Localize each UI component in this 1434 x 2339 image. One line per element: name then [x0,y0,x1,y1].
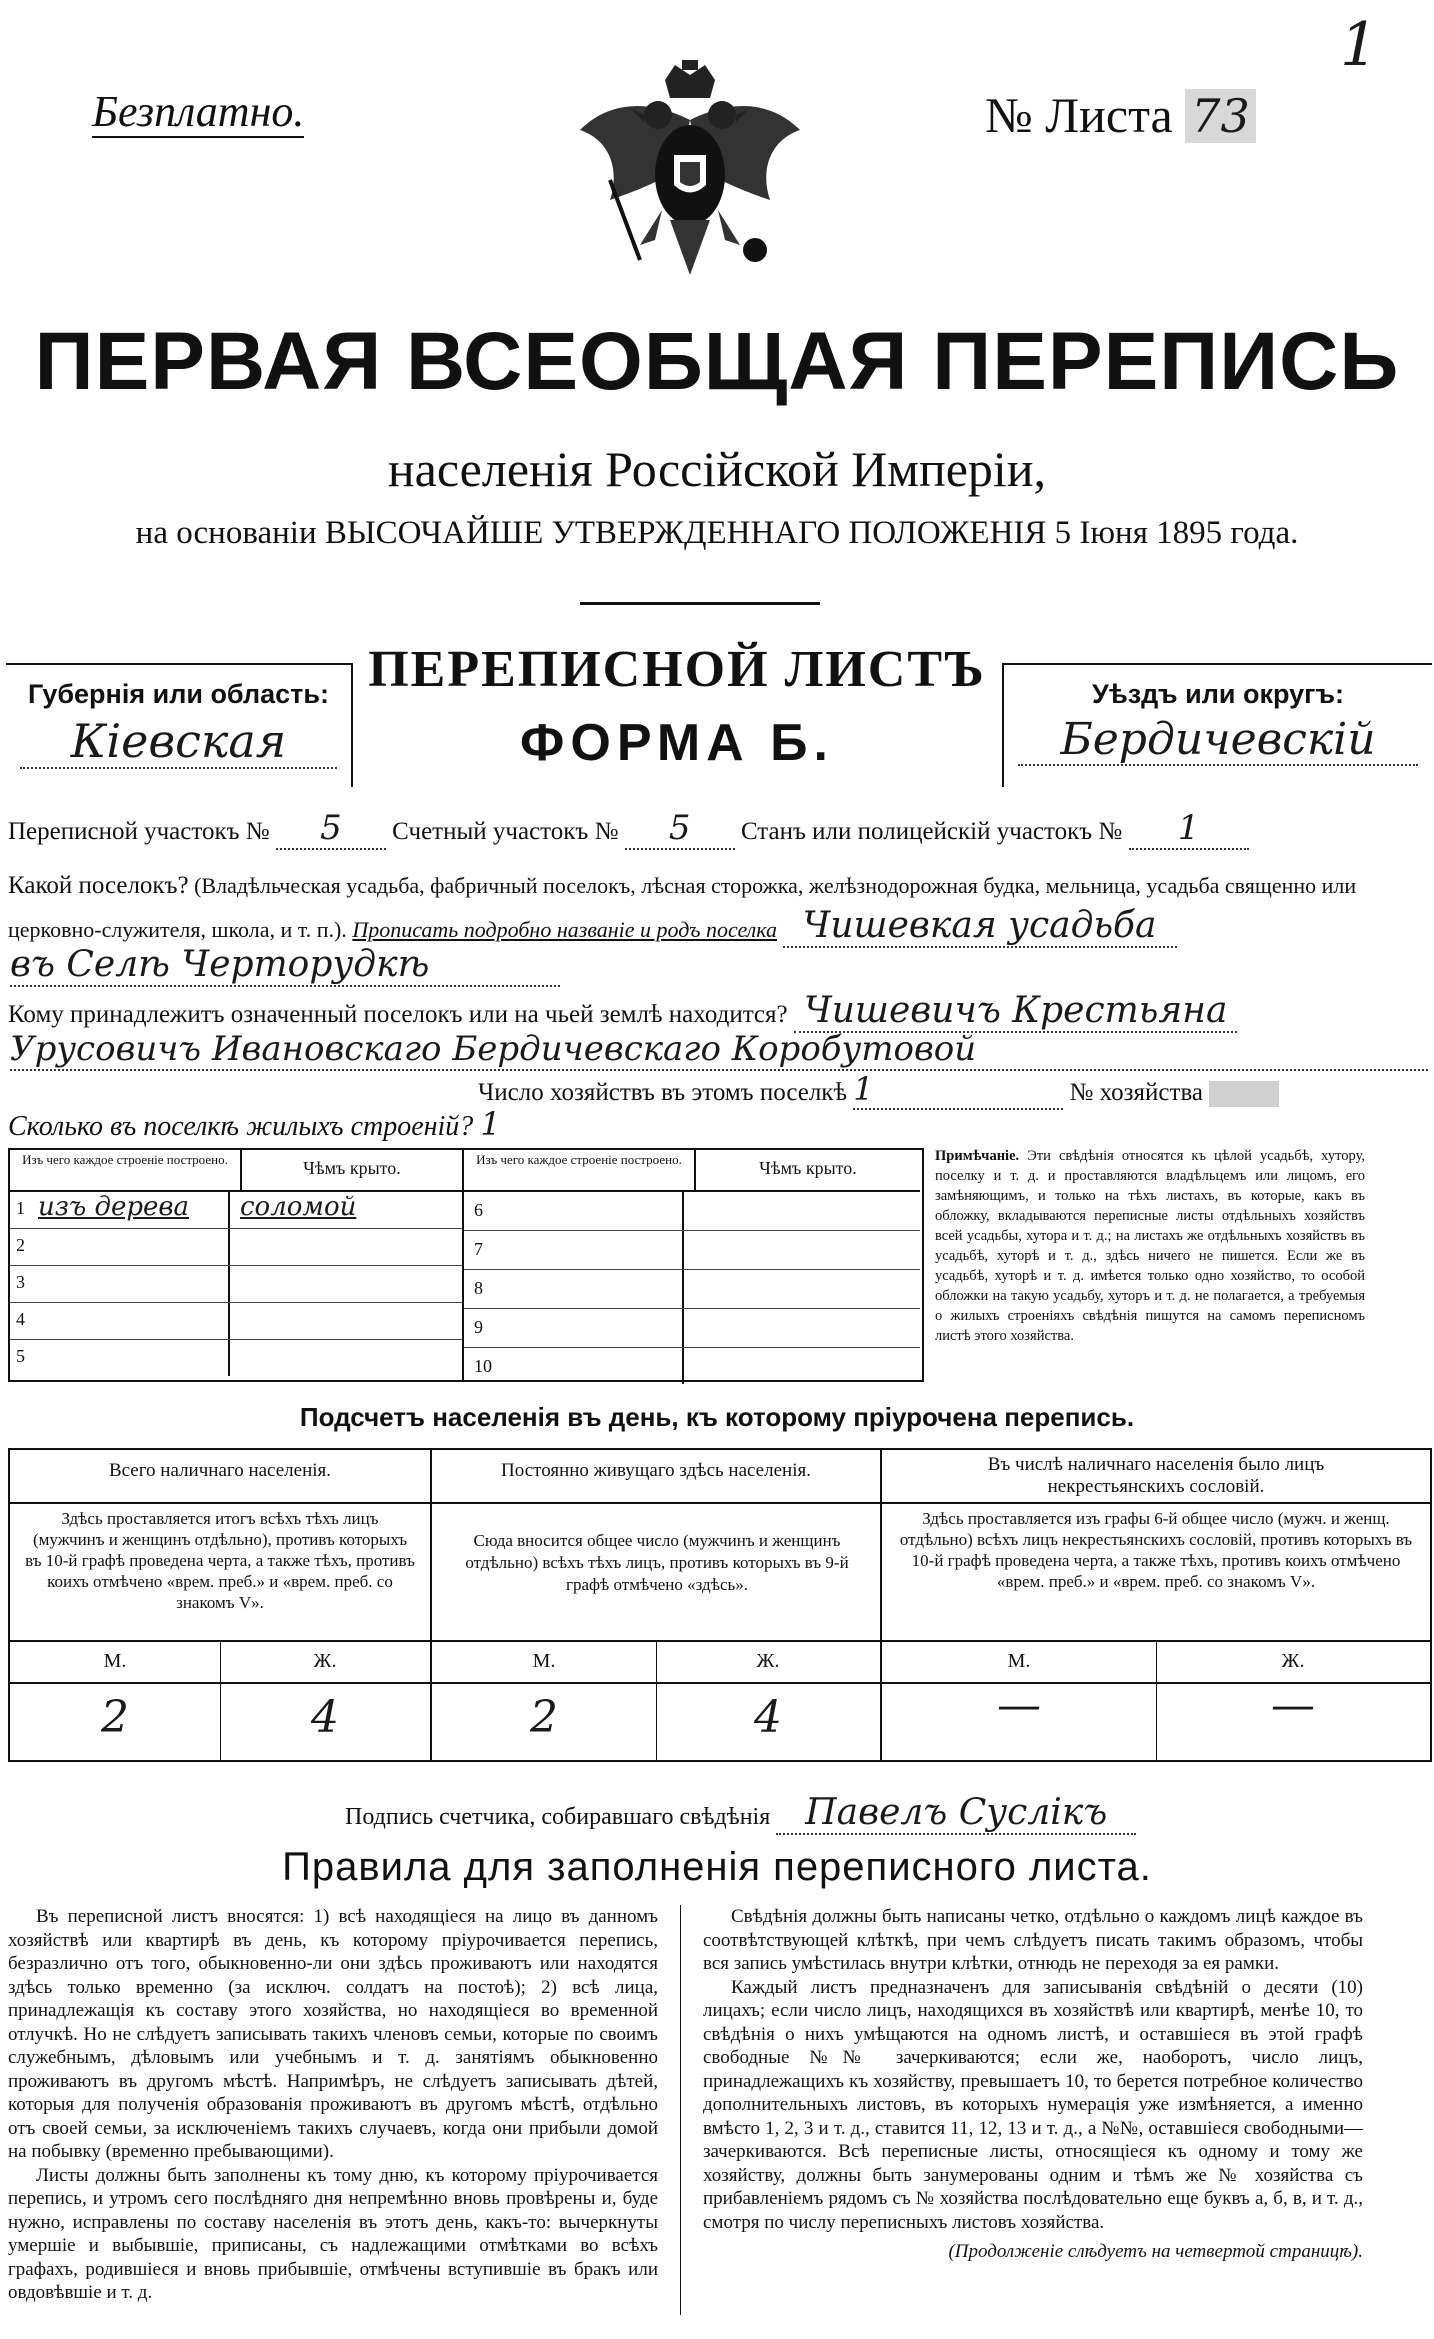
non-peasant-female-value: — [1271,1680,1315,1731]
roof-cell [230,1266,462,1302]
free-label: Безплатно. [92,88,304,138]
buildings-table [8,1148,924,1382]
total-male-value: 2 [101,1692,129,1743]
table-row [10,1266,462,1303]
m-label: М. [532,1650,556,1672]
main-title: ПЕРВАЯ ВСЕОБЩАЯ ПЕРЕПИСЬ [34,316,1400,407]
title-divider [580,602,820,605]
buildings-header-left [10,1150,462,1192]
owner-question [8,990,1428,1031]
m-label: М. [103,1650,127,1672]
col-material-right: Изъ чего каждое строеніе построено. [464,1150,696,1190]
roof-cell [684,1309,920,1347]
rules-right-para-2: Каждый листъ предназначенъ для записыванія свѣдѣній о десяти (10) лицахъ; если число лицъ, находящихся въ хозяйствѣ или квартирѣ, менѣе 10, то свѣдѣнія о нихъ умѣщаются на одномъ листѣ, и оставшіеся въ этой графѣ свободные №№ зачеркиваются; если же, наоборотъ, число лицъ, принадлежащихъ къ хозяйству, превышаетъ 10, то берется потребное количество дополнительныхъ листовъ, въ которыхъ нумерація уже измѣняется, а именно вмѣсто 1, 2, 3 и т. д., ставится 11, 12, 13 и т. д., а №№, оставшіеся свободными—зачеркиваются. Всѣ переписные листы, относящіеся къ одному и тому же хозяйству, должны быть занумерованы одним и тѣмъ же № хозяйства съ прибавленіемъ рядомъ съ № хозяйства послѣдовательно еще буквъ а, б, в, и т. д., смотря по числу переписныхъ листовъ хозяйства. [703,1976,1363,2233]
material-cell [10,1229,230,1265]
table-row [10,1229,462,1266]
table-row [464,1309,920,1348]
pop-col1-head: Всего наличнаго населенія. [108,1460,332,1481]
f-label: Ж. [1281,1650,1305,1672]
owner-value-1: Чишевичъ Крестьяна [794,990,1238,1033]
row-number: 10 [474,1356,492,1376]
material-cell [464,1309,684,1347]
rules-left-para-1: Въ переписной листъ вносятся: 1) всѣ находящіеся на лицо въ данномъ хозяйствѣ или квартирѣ въ день, къ которому пріурочивается перепись, безразлично отъ того, обыкновенно-ли они здѣсь проживаютъ или находятся здѣсь только временно (за исключ. солдатъ на постоѣ); 2) всѣ лица, принадлежащія къ составу этого хозяйства, но находящіеся во временной отлучкѣ. Но не слѣдуетъ записывать такихъ членовъ семьи, которые по своимъ служебнымъ, дѣловымъ или учебнымъ и т. д. занятіямъ обыкновенно проживаютъ въ другомъ мѣстѣ. Напримѣръ, не слѣдуетъ записывать дѣтей, которыя для полученія образованія проживаютъ въ другомъ мѣстѣ, отдѣльно отъ своей семьи, за исключеніемъ такихъ случаевъ, когда они прибыли домой на побывку (временно пребывающими). [8,1906,658,2162]
households-value: 1 [853,1070,1063,1110]
roof-cell [684,1231,920,1269]
table-row [464,1231,920,1270]
f-label: Ж. [313,1650,337,1672]
table-row [10,1303,462,1340]
note-block [935,1146,1365,1346]
district-label: Уѣздъ или округъ: [1091,679,1345,709]
rules-right-para-1: Свѣдѣнія должны быть написаны четко, отдѣльно о каждомъ лицѣ каждое въ соотвѣтствующей клѣткѣ, при чемъ слѣдуетъ писать такимъ образомъ, чтобы вся запись умѣстилась внутри клѣтки, отнюдь не переходя за ея рамки. [703,1906,1363,1974]
settlement-value-1: Чишевкая усадьба [783,905,1177,948]
f-label: Ж. [756,1650,780,1672]
settlement-hint: (Владѣльческая усадьба, фабричный поселокъ, лѣсная сторожка, желѣзнодорожная будка, мельница, усадьба священно или церковно-служителя, школа, и т. п.). [8,873,1357,942]
rules-column-divider [680,1905,681,2315]
buildings-left-half [10,1150,462,1376]
sub-title: населенія Россійской Имперіи, [387,441,1047,497]
roof-cell [684,1270,920,1308]
permanent-female-value: 4 [754,1692,782,1743]
roof-cell [230,1192,462,1228]
pop-col3-head: Въ числѣ наличнаго населенія было лицъ некрестьянскихъ сословій. [987,1454,1325,1497]
province-label: Губернія или область: [28,679,329,709]
population-table [8,1448,1432,1762]
settlement-value-2: въ Селѣ Черторудкѣ [10,945,560,987]
census-area-label: Переписной участокъ № [8,818,270,845]
col-roof-left: Чѣмъ крыто. [303,1158,401,1178]
total-female-value: 4 [311,1692,339,1743]
row-number: 5 [16,1346,25,1366]
buildings-header-right [464,1150,920,1192]
material-cell [10,1192,230,1228]
roof-value: соломой [240,1192,357,1222]
count-area-label: Счетный участокъ № [392,818,619,845]
signature-line [345,1792,1136,1835]
table-row [10,1340,462,1376]
row-number: 4 [16,1309,25,1329]
rules-heading: Правила для заполненія переписного листа. [282,1845,1152,1889]
form-title-box [352,640,1002,790]
rules-right-column [703,1905,1363,2264]
rules-left-column [8,1905,658,2305]
permanent-male-value: 2 [530,1692,558,1743]
row-number: 2 [16,1235,25,1255]
owner-q-label: Кому принадлежитъ означенный поселокъ или на чьей землѣ находится? [8,1001,788,1028]
settlement-question [8,866,1428,950]
form-type: ФОРМА Б. [520,714,834,772]
buildings-question [8,1105,501,1143]
household-no-label: № хозяйства [1069,1079,1204,1106]
row-number: 3 [16,1272,25,1292]
pop-col3-desc: Здѣсь проставляется изъ графы 6-й общее число (мужч. и женщ. отдѣльно) всѣхъ лицъ некрестьянскихъ сословій, противъ которыхъ въ 10-й графѣ проведена черта, а также тѣхъ, противъ коихъ отмѣчено «врем. преб.» и «врем. преб. со знакомъ V». [899,1509,1413,1591]
settlement-instruction: Прописать подробно названіе и родъ поселка [352,917,778,942]
signature-value: Павелъ Суслікъ [776,1792,1136,1835]
roof-cell [230,1229,462,1265]
table-row [464,1270,920,1309]
stan-label: Станъ или полицейскій участокъ № [740,818,1123,845]
material-cell [464,1348,684,1384]
census-area-value: 5 [276,808,386,850]
row-number: 9 [474,1317,483,1337]
roof-cell [230,1340,462,1376]
table-row [464,1348,920,1384]
note-text: Эти свѣдѣнія относятся къ цѣлой усадьбѣ, хутору, поселку и т. д. и проставляются владѣльцемъ или лицомъ, его замѣняющимъ, и только на тѣхъ листахъ, въ которые, какъ въ обложку, вкладываются переписные листы отдѣльныхъ хозяйствъ всей усадьбы, хутора и т. д.; на листахъ же отдѣльныхъ хозяйствъ въ усадьбѣ, хуторѣ и т. д., здѣсь ничего не пишется. Если же въ усадьбѣ, хуторѣ и т. д. имѣется только одно хозяйство, то особой обложки на такую усадьбу, хуторъ и т. д. не полагается, а требуемыя о жилыхъ строеніяхъ свѣдѣнія пишутся на самомъ переписномъ листѣ этого хозяйства. [935,1148,1366,1344]
material-cell [10,1303,230,1339]
buildings-right-half [464,1150,920,1384]
stan-value: 1 [1129,808,1249,850]
row-number: 8 [474,1278,483,1298]
row-number: 1 [16,1198,25,1218]
rules-left-para-2: Листы должны быть заполнены къ тому дню, къ которому пріурочивается перепись, и утромъ сего послѣдняго дня непремѣнно вновь провѣрены и, буде нужно, исправлены по составу населенія въ этотъ день, какъ-то: вычеркнуты умершіе и выбывшіе, приписаны, съ надлежащими отмѣтками во всѣхъ графахъ, родившіеся и вновь прибывшіе, отмѣчены вступившіе въ бракъ или овдовѣвшіе и т. д. [8,2164,658,2303]
population-heading: Подсчетъ населенія въ день, къ которому пріурочена перепись. [299,1402,1135,1432]
buildings-rows-left [10,1192,462,1376]
district-value: Бердичевскій [1018,716,1418,766]
household-no-value [1209,1081,1279,1107]
roof-cell [684,1348,920,1384]
header-rule [10,1502,1430,1504]
pop-col2-head: Постоянно живущаго здѣсь населенія. [501,1460,811,1481]
households-line [478,1070,1428,1110]
table-row [10,1192,462,1229]
pop-col1-desc: Здѣсь проставляется итогъ всѣхъ тѣхъ лицъ (мужчинъ и женщинъ отдѣльно), противъ которыхъ въ 10-й графѣ проведена черта, а также тѣхъ, противъ коихъ отмѣчено «врем. преб.» и «врем. преб. со знакомъ V». [25,1509,415,1612]
buildings-q-label: Сколько въ поселкѣ жилыхъ строеній? [8,1111,474,1142]
roof-cell [230,1303,462,1339]
owner-value-2: Урусовичъ Ивановскаго Бердичевскаго Коробутовой [10,1030,1428,1071]
buildings-value: 1 [480,1105,501,1143]
settlement-q-label: Какой поселокъ? [8,872,189,899]
count-area-value: 5 [625,808,735,850]
basis-line: на основаніи ВЫСОЧАЙШЕ УТВЕРЖДЕННАГО ПОЛОЖЕНІЯ 5 Іюня 1895 года. [135,515,1299,551]
material-value: изъ дерева [38,1192,190,1222]
signature-label: Подпись счетчика, собиравшаго свѣдѣнія [345,1804,771,1830]
imperial-eagle-emblem [570,60,810,290]
rules-continuation: (Продолженіе слѣдуетъ на четвертой страницѣ). [948,2241,1363,2262]
page-corner-number: 1 [1340,10,1379,80]
row-number: 6 [474,1200,483,1220]
col-roof-right: Чѣмъ крыто. [759,1158,857,1178]
district-box [1002,663,1432,787]
material-cell [464,1231,684,1269]
sheet-number-label: № Листа [985,87,1173,143]
form-title: ПЕРЕПИСНОЙ ЛИСТЪ [368,641,986,698]
non-peasant-male-value: — [997,1680,1041,1731]
province-box [6,663,353,787]
row-number: 7 [474,1239,483,1259]
col-material-left: Изъ чего каждое строеніе построено. [10,1150,242,1190]
sheet-number [985,86,1256,144]
mf-label-row [10,1642,1430,1682]
households-label: Число хозяйствъ въ этомъ поселкѣ [478,1079,848,1106]
material-cell [464,1270,684,1308]
m-label: М. [1007,1650,1031,1672]
pop-col2-desc: Сюда вносится общее число (мужчинъ и женщинъ отдѣльно) всѣхъ тѣхъ лицъ, противъ которыхъ въ 9-й графѣ отмѣчено «здѣсь». [465,1531,849,1594]
note-title: Примѣчаніе. [935,1148,1020,1164]
sheet-number-value: 73 [1185,89,1256,143]
census-area-line [8,808,1428,850]
province-value: Кіевская [20,716,337,769]
material-cell [10,1340,230,1376]
roof-cell [684,1192,920,1230]
material-cell [464,1192,684,1230]
table-row [464,1192,920,1231]
material-cell [10,1266,230,1302]
